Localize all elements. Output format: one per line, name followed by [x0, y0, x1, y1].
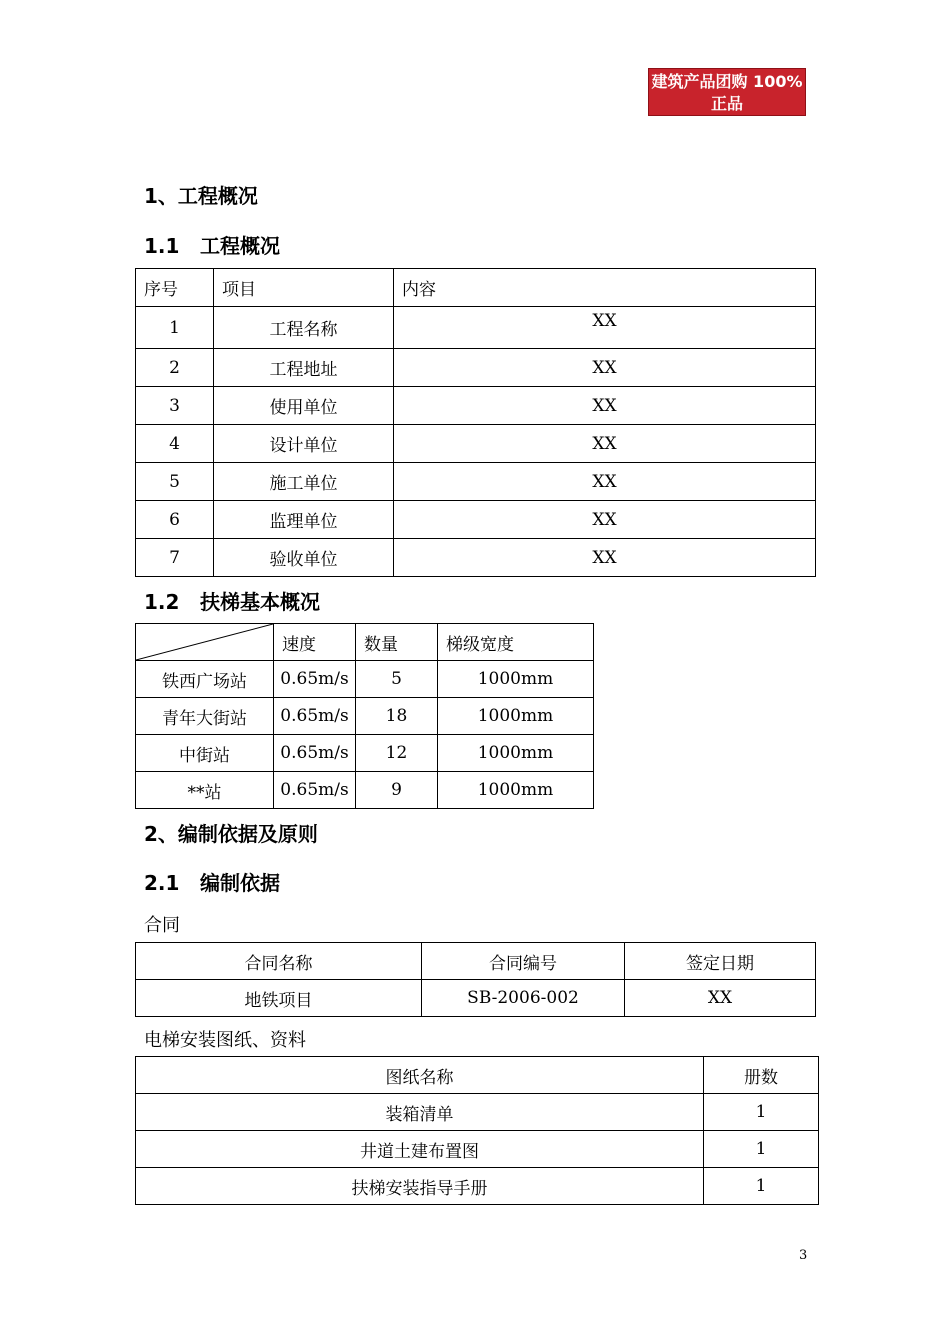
table-header-row [136, 269, 816, 307]
logo-line-1: 建筑产品团购 100%正品 [651, 72, 803, 113]
header-cell: 序号 [136, 269, 214, 307]
table-cell: 验收单位 [214, 539, 394, 577]
table-cell: 6 [136, 501, 214, 539]
header-cell: 梯级宽度 [438, 624, 594, 661]
table-row [136, 698, 594, 735]
page-number: 3 [799, 1248, 808, 1263]
contract-label: 合同 [144, 915, 180, 936]
table-row [136, 661, 594, 698]
section-title: 扶梯基本概况 [200, 590, 320, 614]
table-cell: 装箱清单 [136, 1094, 704, 1131]
section-number: 2.1 [144, 871, 180, 895]
table-cell: 1000mm [438, 698, 594, 735]
table-cell: XX [394, 387, 816, 425]
table-cell: 18 [356, 698, 438, 735]
table-cell: 1 [704, 1131, 819, 1168]
section-number: 1.2 [144, 590, 180, 614]
table-row [136, 1131, 819, 1168]
table-cell: 地铁项目 [136, 980, 422, 1017]
table-cell: SB-2006-002 [422, 980, 625, 1017]
table-cell: XX [394, 463, 816, 501]
section-title: 工程概况 [200, 234, 280, 258]
project-overview-table [135, 268, 816, 577]
table-row [136, 425, 816, 463]
table-header-row [136, 624, 594, 661]
table-row [136, 1168, 819, 1205]
table-cell: 0.65m/s [274, 698, 356, 735]
section-number: 1.1 [144, 234, 180, 258]
table-cell: 0.65m/s [274, 735, 356, 772]
table-cell: 中街站 [136, 735, 274, 772]
table-row [136, 501, 816, 539]
section-1-heading: 1、工程概况 [144, 184, 258, 208]
table-cell: XX [394, 539, 816, 577]
table-cell: 9 [356, 772, 438, 809]
table-cell: 扶梯安装指导手册 [136, 1168, 704, 1205]
table-cell: 工程名称 [214, 307, 394, 349]
table-cell: 青年大街站 [136, 698, 274, 735]
table-cell: 使用单位 [214, 387, 394, 425]
table-cell: 1 [704, 1168, 819, 1205]
table-cell: 3 [136, 387, 214, 425]
contract-table [135, 942, 816, 1017]
table-row [136, 772, 594, 809]
table-row [136, 307, 816, 349]
drawings-table [135, 1056, 819, 1205]
table-row [136, 735, 594, 772]
table-cell: 施工单位 [214, 463, 394, 501]
table-cell: 0.65m/s [274, 772, 356, 809]
header-cell: 合同编号 [422, 943, 625, 980]
table-cell: 1000mm [438, 772, 594, 809]
diagonal-header-cell [136, 624, 274, 661]
table-header-row [136, 943, 816, 980]
table-cell: 0.65m/s [274, 661, 356, 698]
table-cell: 井道土建布置图 [136, 1131, 704, 1168]
header-cell: 项目 [214, 269, 394, 307]
diagonal-line [136, 624, 273, 660]
table-cell: 12 [356, 735, 438, 772]
table-cell: 5 [136, 463, 214, 501]
header-cell: 合同名称 [136, 943, 422, 980]
section-2-heading: 2、编制依据及原则 [144, 822, 318, 846]
header-cell: 册数 [704, 1057, 819, 1094]
kutrue-logo [648, 68, 806, 133]
table-row [136, 539, 816, 577]
section-1-2-heading [144, 586, 320, 615]
header-cell: 内容 [394, 269, 816, 307]
table-cell: XX [625, 980, 816, 1017]
table-row [136, 980, 816, 1017]
section-2-1-heading [144, 867, 280, 896]
table-cell: 1 [704, 1094, 819, 1131]
table-cell: 铁西广场站 [136, 661, 274, 698]
header-cell: 速度 [274, 624, 356, 661]
table-cell: **站 [136, 772, 274, 809]
table-cell: 设计单位 [214, 425, 394, 463]
table-row [136, 387, 816, 425]
header-cell: 图纸名称 [136, 1057, 704, 1094]
table-cell: 2 [136, 349, 214, 387]
table-row [136, 1094, 819, 1131]
table-cell: 监理单位 [214, 501, 394, 539]
logo-line-2: www.kutrue.com [655, 115, 799, 133]
header-cell: 数量 [356, 624, 438, 661]
table-cell: 4 [136, 425, 214, 463]
table-cell: XX [394, 425, 816, 463]
table-row [136, 349, 816, 387]
table-header-row [136, 1057, 819, 1094]
section-title: 编制依据 [200, 871, 280, 895]
table-cell: XX [394, 501, 816, 539]
table-cell: XX [394, 349, 816, 387]
drawings-label: 电梯安装图纸、资料 [144, 1030, 306, 1051]
table-cell: 1000mm [438, 735, 594, 772]
table-cell: 7 [136, 539, 214, 577]
table-cell: 5 [356, 661, 438, 698]
escalator-overview-table [135, 623, 594, 809]
table-row [136, 463, 816, 501]
table-cell: XX [394, 307, 816, 349]
table-cell: 1 [136, 307, 214, 349]
header-cell: 签定日期 [625, 943, 816, 980]
table-cell: 1000mm [438, 661, 594, 698]
section-1-1-heading [144, 230, 280, 259]
table-cell: 工程地址 [214, 349, 394, 387]
